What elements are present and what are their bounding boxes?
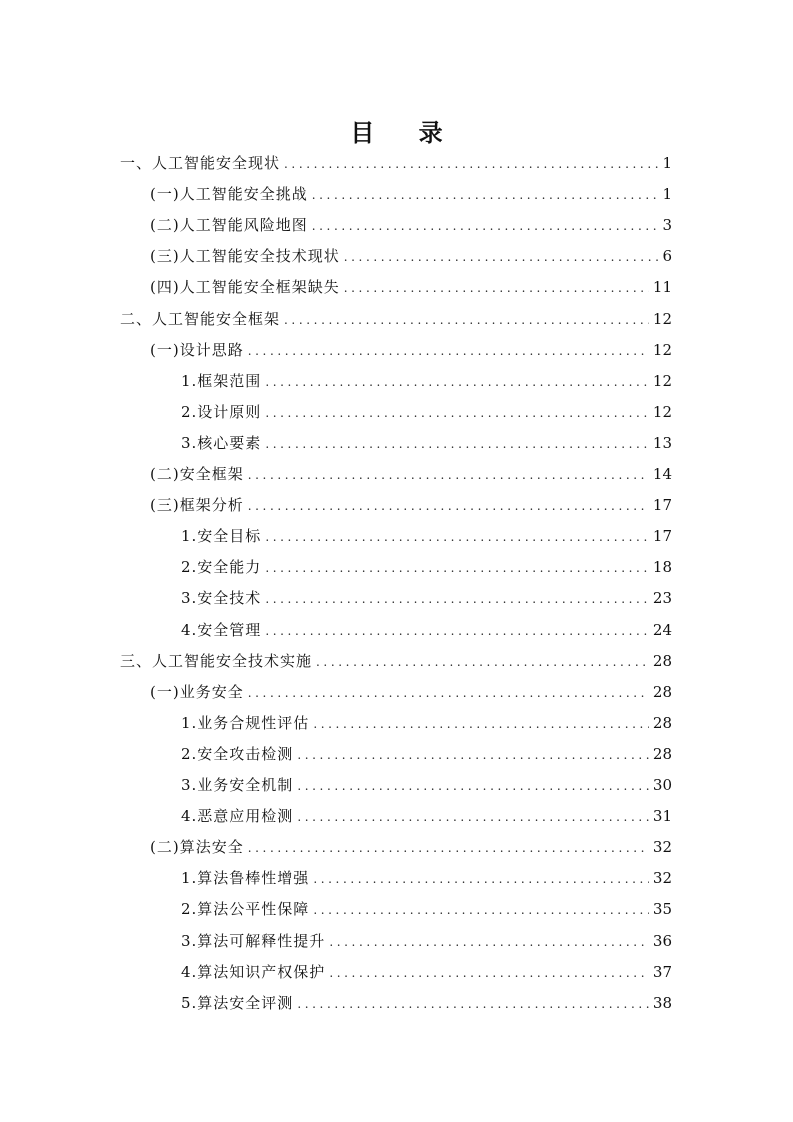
toc-dot-leader (248, 833, 649, 864)
toc-dot-leader (248, 491, 649, 522)
toc-dot-leader (344, 273, 649, 304)
toc-entry[interactable] (150, 832, 672, 863)
toc-entry[interactable] (120, 304, 672, 335)
toc-entry[interactable] (150, 272, 672, 303)
toc-entry-page-number: 37 (652, 962, 672, 981)
toc-entry-label: (四)人工智能安全框架缺失 (150, 278, 340, 297)
toc-entry-page-number: 38 (652, 993, 672, 1012)
toc-dot-leader (265, 429, 649, 460)
toc-entry-page-number: 32 (652, 838, 672, 857)
toc-entry-label: 3.核心要素 (181, 433, 262, 452)
toc-entry-label: 2.算法公平性保障 (181, 900, 310, 919)
toc-entry-label: (二)人工智能风险地图 (150, 216, 308, 235)
toc-entry-label: (三)人工智能安全技术现状 (150, 247, 340, 266)
toc-entry[interactable] (181, 708, 672, 739)
toc-entry-page-number: 18 (652, 558, 672, 577)
toc-entry-label: (一)人工智能安全挑战 (150, 185, 308, 204)
toc-entry-page-number: 3 (662, 216, 672, 235)
toc-dot-leader (248, 678, 649, 709)
toc-dot-leader (248, 460, 649, 491)
toc-entry-label: 二、人工智能安全框架 (120, 309, 281, 328)
toc-entry[interactable] (181, 739, 672, 770)
toc-entry-page-number: 6 (662, 247, 672, 266)
toc-dot-leader (329, 927, 649, 958)
toc-entry[interactable] (120, 148, 672, 179)
toc-entry-label: 1.安全目标 (181, 527, 262, 546)
toc-dot-leader (312, 180, 659, 211)
toc-entry-label: (三)框架分析 (150, 496, 244, 515)
toc-entry[interactable] (181, 957, 672, 988)
toc-entry-page-number: 28 (652, 682, 672, 701)
toc-entry[interactable] (181, 801, 672, 832)
toc-entry[interactable] (181, 615, 672, 646)
toc-entry-label: (一)设计思路 (150, 340, 244, 359)
toc-entry-label: 2.设计原则 (181, 402, 262, 421)
toc-entry-page-number: 13 (652, 433, 672, 452)
toc-entry-label: (二)算法安全 (150, 838, 244, 857)
toc-entry-page-number: 1 (662, 185, 672, 204)
toc-entry-page-number: 12 (652, 309, 672, 328)
toc-dot-leader (284, 305, 649, 336)
toc-entry[interactable] (150, 241, 672, 272)
toc-entry-page-number: 11 (652, 278, 672, 297)
toc-entry[interactable] (181, 894, 672, 925)
toc-entry-label: 2.安全能力 (181, 558, 262, 577)
toc-entry-page-number: 32 (652, 869, 672, 888)
toc-entry[interactable] (181, 926, 672, 957)
toc-entry-page-number: 23 (652, 589, 672, 608)
toc-entry-label: 4.安全管理 (181, 620, 262, 639)
toc-entry[interactable] (181, 397, 672, 428)
toc-entry[interactable] (181, 988, 672, 1019)
toc-dot-leader (312, 211, 659, 242)
toc-entry-page-number: 30 (652, 776, 672, 794)
toc-entry-label: 1.框架范围 (181, 371, 262, 390)
toc-entry[interactable] (181, 863, 672, 894)
toc-entry-label: 3.算法可解释性提升 (181, 931, 326, 950)
toc-entry[interactable] (150, 490, 672, 521)
page-title: 目 录 (350, 119, 461, 147)
toc-entry-label: 1.业务合规性评估 (181, 713, 310, 732)
toc-entry-page-number: 28 (652, 744, 672, 763)
toc-dot-leader (265, 584, 649, 615)
toc-dot-leader (297, 989, 649, 1020)
toc-dot-leader (344, 242, 659, 273)
toc-entry-page-number: 36 (652, 931, 672, 950)
toc-dot-leader (265, 553, 649, 584)
toc-entry-page-number: 28 (652, 713, 672, 732)
toc-dot-leader (297, 771, 649, 802)
toc-dot-leader (313, 895, 649, 926)
toc-dot-leader (313, 709, 649, 740)
toc-entry-page-number: 35 (652, 900, 672, 919)
toc-entry[interactable] (181, 552, 672, 583)
toc-entry-page-number: 17 (652, 496, 672, 515)
toc-dot-leader (265, 367, 649, 398)
toc-dot-leader (265, 522, 649, 553)
toc-entry[interactable] (181, 366, 672, 397)
toc-entry[interactable] (150, 179, 672, 210)
toc-entry-label: 5.算法安全评测 (181, 993, 294, 1012)
toc-entry[interactable] (150, 335, 672, 366)
toc-entry-label: (一)业务安全 (150, 682, 244, 701)
toc-entry-page-number: 31 (652, 807, 672, 826)
toc-entry-page-number: 14 (652, 465, 672, 483)
toc-entry-page-number: 28 (652, 651, 672, 670)
toc-entry[interactable] (181, 521, 672, 552)
toc-entry-label: 一、人工智能安全现状 (120, 154, 281, 172)
toc-entry-label: 1.算法鲁棒性增强 (181, 869, 310, 888)
toc-entry[interactable] (181, 583, 672, 614)
toc-dot-leader (265, 616, 649, 647)
toc-entry-label: 2.安全攻击检测 (181, 744, 294, 763)
toc-entry[interactable] (181, 770, 672, 801)
toc-dot-leader (329, 958, 649, 989)
toc-entry-page-number: 17 (652, 527, 672, 546)
toc-dot-leader (248, 336, 649, 367)
toc-entry-label: 3.安全技术 (181, 589, 262, 608)
toc-entry-page-number: 1 (662, 154, 672, 172)
toc-entry-page-number: 24 (652, 620, 672, 639)
toc-entry-page-number: 12 (652, 340, 672, 359)
toc-entry[interactable] (150, 210, 672, 241)
toc-entry[interactable] (150, 677, 672, 708)
toc-entry-label: 3.业务安全机制 (181, 776, 294, 794)
toc-entry-label: (二)安全框架 (150, 465, 244, 483)
toc-entry[interactable] (120, 646, 672, 677)
toc-entry-label: 4.算法知识产权保护 (181, 962, 326, 981)
toc-entry[interactable] (181, 428, 672, 459)
toc-dot-leader (284, 149, 658, 180)
toc-dot-leader (316, 647, 649, 678)
toc-entry-label: 4.恶意应用检测 (181, 807, 294, 826)
toc-dot-leader (297, 740, 649, 771)
toc-dot-leader (313, 864, 649, 895)
toc-dot-leader (265, 398, 649, 429)
toc-entry-page-number: 12 (652, 402, 672, 421)
toc-entry-label: 三、人工智能安全技术实施 (120, 651, 313, 670)
toc-dot-leader (297, 802, 649, 833)
toc-entry-page-number: 12 (652, 371, 672, 390)
toc-entry[interactable] (150, 459, 672, 490)
